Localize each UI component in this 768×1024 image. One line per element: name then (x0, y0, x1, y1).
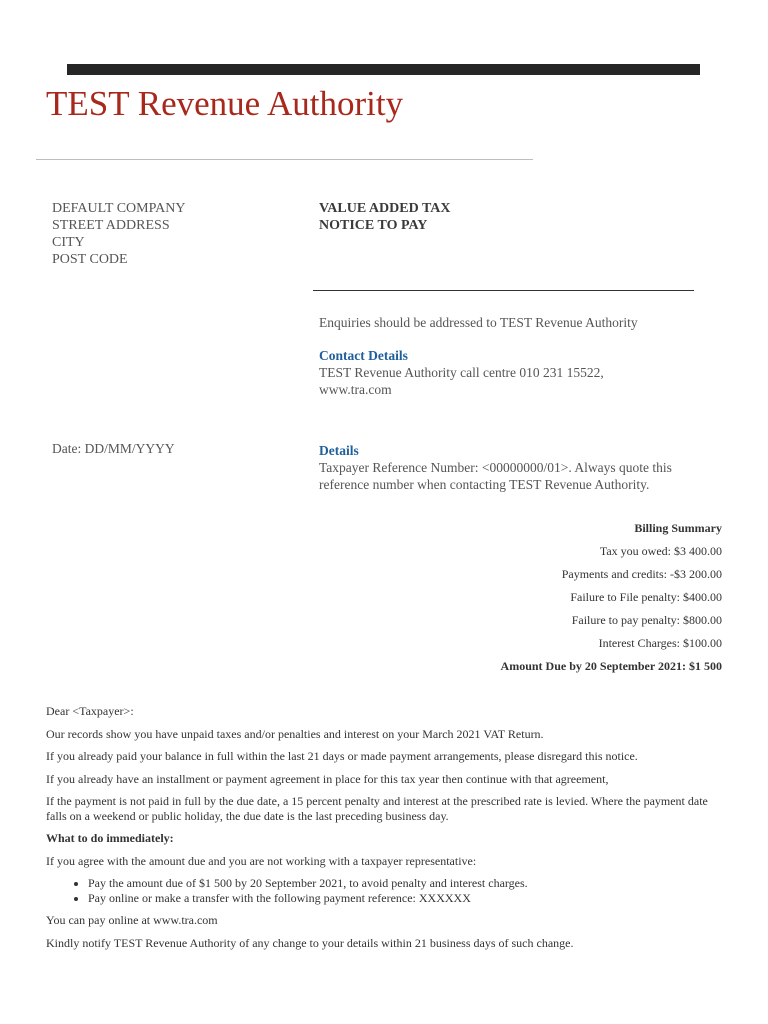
letter-body (46, 704, 726, 958)
header-bar (67, 64, 700, 75)
notice-title (319, 200, 450, 234)
action-item: • Pay the amount due of $1 500 by 20 September 2021, to avoid penalty and interest charges. (88, 876, 726, 891)
letter-paragraph: If you already have an installment or payment agreement in place for this tax year then continue with that agreement, (46, 771, 609, 786)
letter-paragraph: You can pay online at www.tra.com (46, 913, 218, 927)
title-divider (36, 159, 533, 160)
enquiries-text: Enquiries should be addressed to TEST Revenue Authority (319, 315, 638, 330)
letter-greeting: Dear <Taxpayer>: (46, 704, 134, 718)
billing-row: Tax you owed: $3 400.00 (599, 544, 722, 558)
recipient-address (52, 200, 185, 268)
page-title: TEST Revenue Authority (46, 84, 404, 123)
letter-paragraph: If you agree with the amount due and you are not working with a taxpayer representative: (46, 853, 477, 868)
address-street: STREET ADDRESS (52, 218, 170, 233)
billing-heading: Billing Summary (634, 521, 722, 535)
letter-subheading: What to do immediately: (46, 831, 174, 845)
contact-heading: Contact Details (319, 348, 408, 363)
contact-details (319, 347, 704, 398)
details-section (319, 442, 704, 493)
letter-paragraph: If the payment is not paid in full by the due date, a 15 percent penalty and interest at the prescribed rate is levied. Where the payment date falls on a weekend or public holiday, the due date is the last preceding business day. (46, 794, 708, 823)
letter-paragraph: Our records show you have unpaid taxes and/or penalties and interest on your March 2021 VAT Return. (46, 726, 544, 741)
billing-row: Interest Charges: $100.00 (598, 636, 722, 650)
address-post-code: POST CODE (52, 252, 128, 267)
billing-summary (501, 520, 722, 681)
address-city: CITY (52, 235, 85, 250)
billing-row: Failure to File penalty: $400.00 (570, 590, 722, 604)
action-list (46, 876, 726, 905)
letter-paragraph: Kindly notify TEST Revenue Authority of any change to your details within 21 business days of such change. (46, 935, 574, 950)
contact-line-1: TEST Revenue Authority call centre 010 231 15522, (319, 365, 604, 380)
details-heading: Details (319, 443, 359, 458)
billing-row: Payments and credits: -$3 200.00 (561, 567, 722, 581)
address-company: DEFAULT COMPANY (52, 201, 186, 216)
notice-line-1: VALUE ADDED TAX (319, 201, 451, 216)
notice-date: Date: DD/MM/YYYY (52, 441, 175, 456)
action-item: • Pay online or make a transfer with the following payment reference: XXXXXX (88, 891, 726, 906)
billing-total: Amount Due by 20 September 2021: $1 500 (500, 659, 722, 673)
billing-row: Failure to pay penalty: $800.00 (571, 613, 722, 627)
details-text: Taxpayer Reference Number: <00000000/01>. Always quote this reference number when contacting TEST Revenue Authority. (319, 460, 672, 492)
letter-paragraph: If you already paid your balance in full within the last 21 days or made payment arrangements, please disregard this notice. (46, 749, 638, 763)
notice-line-2: NOTICE TO PAY (319, 218, 428, 233)
notice-divider (313, 290, 694, 291)
contact-line-2: www.tra.com (319, 382, 392, 397)
